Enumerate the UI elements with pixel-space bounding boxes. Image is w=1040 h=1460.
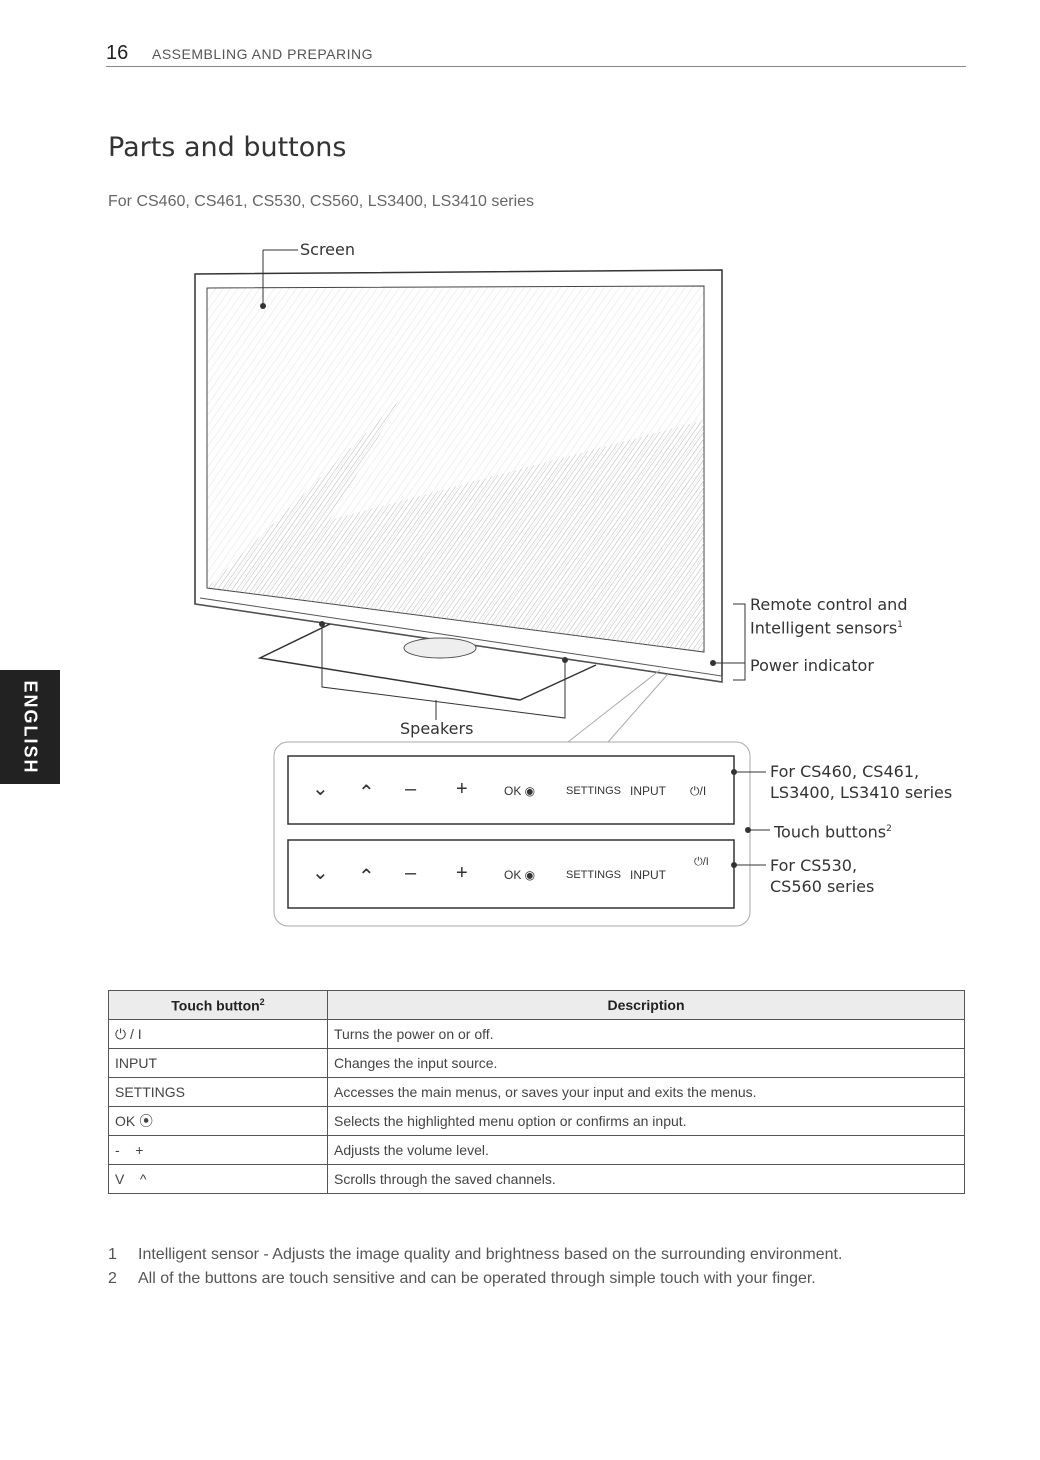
table-row xyxy=(109,1107,965,1136)
table-cell-description: Selects the highlighted menu option or confirms an input. xyxy=(328,1107,965,1136)
panel2-label-line1: For CS530, xyxy=(770,856,858,875)
touch-buttons-label: Touch buttons$^2$ xyxy=(774,822,892,842)
footnote-number: 1 xyxy=(108,1246,117,1263)
table-cell-description: Accesses the main menus, or saves your input and exits the menus. xyxy=(328,1078,965,1107)
settings-button-label: SETTINGS xyxy=(566,869,622,881)
table-row xyxy=(109,1136,965,1165)
panel1-label-line1: For CS460, CS461, xyxy=(770,762,920,781)
table-cell-button: V ^ xyxy=(109,1165,328,1194)
power-button-label: ⏻/I xyxy=(694,856,709,868)
footnote-number: 2 xyxy=(108,1270,117,1287)
input-button-label: INPUT xyxy=(630,868,666,882)
page-title: Parts and buttons xyxy=(108,132,347,163)
speakers-label: Speakers xyxy=(400,719,474,738)
page-number: 16 xyxy=(106,42,129,64)
ok-button-label: OK ◉ xyxy=(504,784,536,798)
section-name: ASSEMBLING AND PREPARING xyxy=(152,46,374,62)
model-subtitle: For CS460, CS461, CS530, CS560, LS3400, LS3410 series xyxy=(108,193,535,210)
table-row xyxy=(109,1078,965,1107)
channel-up-icon: ⌃ xyxy=(358,866,375,888)
settings-button-label: SETTINGS xyxy=(566,785,622,797)
table-header-touch-button: Touch button$^2$ xyxy=(109,991,328,1020)
remote-sensor-label-line1: Remote control and xyxy=(750,595,908,614)
footnote-text: All of the buttons are touch sensitive and can be operated through simple touch with your finger. xyxy=(138,1270,816,1287)
channel-down-icon: ⌄ xyxy=(312,862,329,884)
footnote-2 xyxy=(108,1270,816,1288)
volume-plus-icon: + xyxy=(456,778,468,800)
table-row xyxy=(109,1049,965,1078)
power-button-label: ⏻/I xyxy=(690,784,707,798)
table-cell-button: ⏻ / I xyxy=(109,1020,328,1049)
table-cell-description: Scrolls through the saved channels. xyxy=(328,1165,965,1194)
sensor-callout xyxy=(733,604,745,680)
screen-label: Screen xyxy=(300,240,356,259)
volume-plus-icon: + xyxy=(456,862,468,884)
table-row xyxy=(109,1020,965,1049)
channel-up-icon: ⌃ xyxy=(358,782,375,804)
table-cell-button: OK ⦿ xyxy=(109,1107,328,1136)
table-cell-button: INPUT xyxy=(109,1049,328,1078)
language-tab-label: ENGLISH xyxy=(20,679,41,775)
table-header-description: Description xyxy=(328,991,965,1020)
footnote-1 xyxy=(108,1246,842,1264)
table-cell-description: Adjusts the volume level. xyxy=(328,1136,965,1165)
ok-button-label: OK ◉ xyxy=(504,868,536,882)
table-cell-description: Changes the input source. xyxy=(328,1049,965,1078)
table-row xyxy=(109,1165,965,1194)
panel1-label-line2: LS3400, LS3410 series xyxy=(770,783,953,802)
table-cell-description: Turns the power on or off. xyxy=(328,1020,965,1049)
remote-sensor-label-line2: Intelligent sensors$^1$ xyxy=(750,618,903,638)
table-cell-button: SETTINGS xyxy=(109,1078,328,1107)
footnote-text: Intelligent sensor - Adjusts the image quality and brightness based on the surrounding environment. xyxy=(138,1246,843,1263)
volume-minus-icon: – xyxy=(405,778,417,800)
stand-neck xyxy=(404,638,476,658)
table-cell-button: - + xyxy=(109,1136,328,1165)
touch-button-table xyxy=(108,990,965,1194)
channel-down-icon: ⌄ xyxy=(312,778,329,800)
volume-minus-icon: – xyxy=(405,862,417,884)
table-header-row xyxy=(109,991,965,1020)
input-button-label: INPUT xyxy=(630,784,666,798)
panel2-label-line2: CS560 series xyxy=(770,877,875,896)
power-indicator-label: Power indicator xyxy=(750,656,874,675)
